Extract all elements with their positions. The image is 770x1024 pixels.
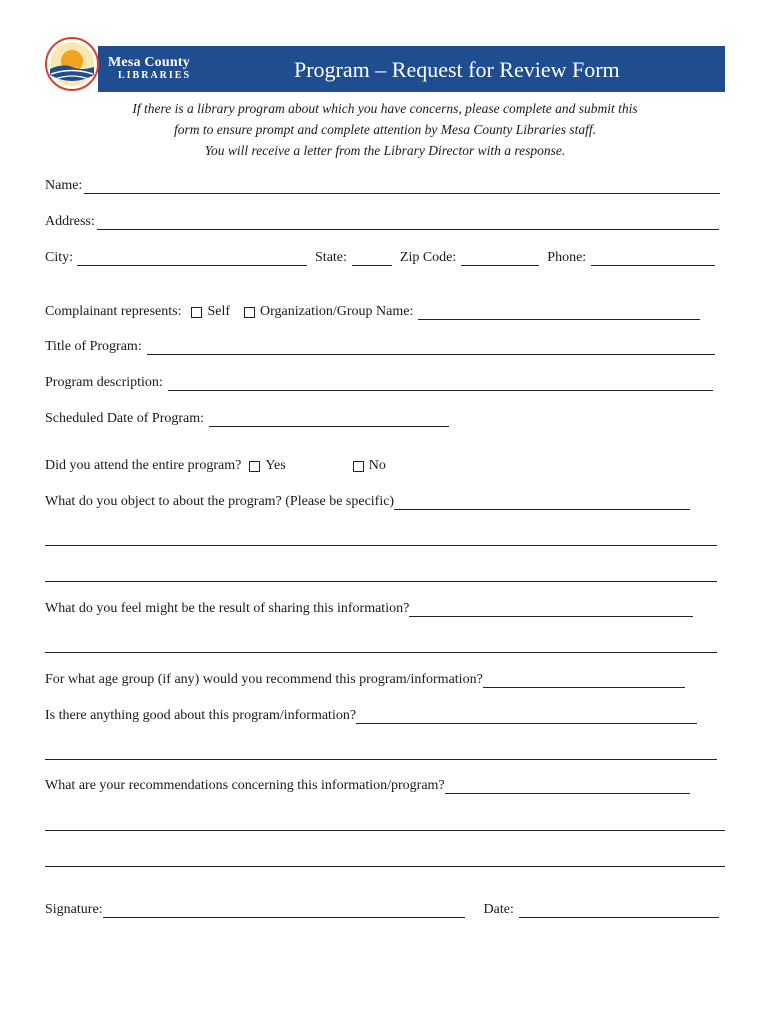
state-label: State: [315,250,347,265]
recommendations-line-2[interactable] [45,830,725,831]
complainant-label: Complainant represents: [45,304,182,319]
mesa-county-libraries-logo-icon [45,37,99,91]
recommendations-label: What are your recommendations concerning this information/program? [45,778,445,793]
phone-label: Phone: [547,250,587,265]
program-description-row [45,375,713,391]
self-label: Self [207,304,231,319]
program-description-label: Program description: [45,375,163,390]
form-title: Program – Request for Review Form [294,57,620,82]
result-sharing-field[interactable] [409,602,693,617]
self-checkbox[interactable] [191,307,202,318]
age-group-label: For what age group (if any) would you recommend this program/information? [45,672,483,687]
intro-line-2: form to ensure prompt and complete attention by Mesa County Libraries staff. [174,122,596,137]
object-to-line-2[interactable] [45,545,717,546]
object-to-field[interactable] [394,495,690,510]
signature-field[interactable] [103,903,465,918]
anything-good-row [45,708,697,724]
attend-entire-label: Did you attend the entire program? [45,458,242,473]
recommendations-row [45,778,690,794]
recommendations-field[interactable] [445,779,690,794]
address-row [45,214,719,230]
brand-subtitle: LIBRARIES [118,70,192,81]
organization-label: Organization/Group Name: [260,304,414,319]
scheduled-date-row [45,411,449,427]
date-label: Date: [483,902,514,917]
zip-label: Zip Code: [399,250,457,265]
object-to-line-3[interactable] [45,581,717,582]
name-label: Name: [45,178,83,193]
scheduled-date-label: Scheduled Date of Program: [45,411,205,426]
signature-label: Signature: [45,902,103,917]
phone-field[interactable] [591,251,715,266]
object-to-label: What do you object to about the program? (Please be specific) [45,494,395,509]
city-row [45,250,715,266]
complainant-row [45,304,700,320]
age-group-row [45,672,685,688]
address-field[interactable] [97,215,719,230]
recommendations-line-3[interactable] [45,866,725,867]
city-field[interactable] [77,251,307,266]
result-sharing-line-2[interactable] [45,652,717,653]
name-row [45,178,720,194]
title-of-program-field[interactable] [147,340,715,355]
program-description-field[interactable] [168,376,713,391]
organization-checkbox[interactable] [244,307,255,318]
result-sharing-row [45,601,693,617]
yes-checkbox[interactable] [249,461,260,472]
name-field[interactable] [84,179,720,194]
date-field[interactable] [519,903,719,918]
intro-line-3: You will receive a letter from the Library Director with a response. [204,143,566,158]
brand-name: Mesa County [108,55,190,70]
anything-good-label: Is there anything good about this program/information? [45,708,357,723]
state-field[interactable] [352,251,392,266]
no-checkbox[interactable] [353,461,364,472]
age-group-field[interactable] [483,673,685,688]
intro-line-1: If there is a library program about which you have concerns, please complete and submit this [132,101,638,116]
address-label: Address: [45,214,95,229]
no-label: No [368,458,386,473]
result-sharing-label: What do you feel might be the result of sharing this information? [45,601,410,616]
city-label: City: [45,250,74,265]
title-of-program-label: Title of Program: [45,339,142,354]
title-of-program-row [45,339,715,355]
scheduled-date-field[interactable] [209,412,449,427]
anything-good-field[interactable] [356,709,697,724]
signature-row [45,902,719,918]
yes-label: Yes [265,458,286,473]
anything-good-line-2[interactable] [45,759,717,760]
object-to-row [45,494,690,510]
organization-field[interactable] [418,305,700,320]
zip-field[interactable] [461,251,539,266]
attend-entire-row [45,458,386,474]
